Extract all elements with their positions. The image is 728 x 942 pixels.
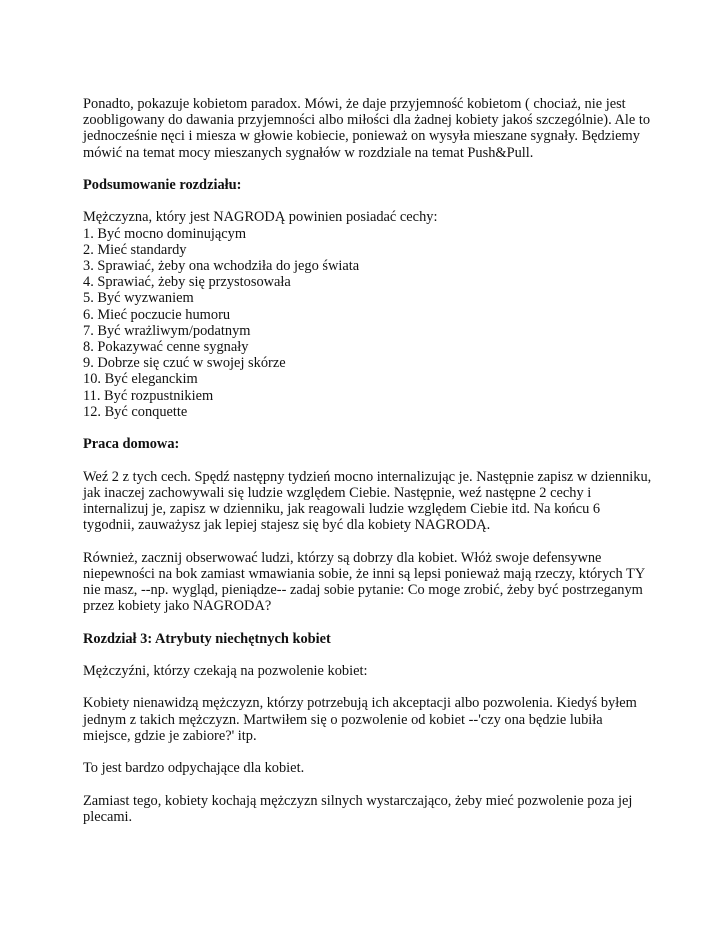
chapter-3-paragraph-2: To jest bardzo odpychające dla kobiet. xyxy=(83,760,305,777)
homework-paragraph-2: Również, zacznij obserwować ludzi, którzy są dobrzy dla kobiet. Włóż swoje defensywne niepewności na bok zamiast wmawiania sobie, że inni są lepsi ponieważ mają rzeczy, których TY nie masz, --np. wygląd, pieniądze-- zadaj sobie pytanie: Co moge zrobić, żeby być postrzeganym przez kobiety jako NAGRODA? xyxy=(83,549,645,615)
trait-item: 9. Dobrze się czuć w swojej skórze xyxy=(83,355,286,372)
trait-item: 1. Być mocno dominującym xyxy=(83,225,247,242)
homework-paragraph-1: Weź 2 z tych cech. Spędź następny tydzień mocno internalizując je. Następnie zapisz w dzienniku, jak inaczej zachowywali się ludzie względem Ciebie. Następnie, weź następne 2 cechy i internalizuj je, zapisz w dzienniku, jak reagowali ludzie względem Ciebie itd. Na końcu 6 tygodnii, zauważysz jak lepiej stajesz się być dla kobiety NAGRODĄ. xyxy=(83,468,652,534)
trait-item: 5. Być wyzwaniem xyxy=(83,290,194,307)
trait-item: 10. Być eleganckim xyxy=(83,371,198,388)
trait-item: 12. Być conquette xyxy=(83,403,188,420)
trait-item: 6. Mieć poczucie humoru xyxy=(83,306,231,323)
trait-item: 8. Pokazywać cenne sygnały xyxy=(83,339,249,356)
intro-paragraph: Ponadto, pokazuje kobietom paradox. Mówi, że daje przyjemność kobietom ( chociaż, nie jest zoobligowany do dawania przyjemności albo miłości dla żadnej kobiety jakoś szczególnie). Ale to jednocześnie nęci i miesza w głowie kobiecie, ponieważ on wysyła mieszane sygnały. Będziemy mówić na temat mocy mieszanych sygnałów w rozdziale na temat Push&Pull. xyxy=(83,96,651,161)
chapter-3-paragraph-3: Zamiast tego, kobiety kochają mężczyzn silnych wystarczająco, żeby mieć pozwolenie poza jej plecami. xyxy=(83,792,633,825)
trait-item: 3. Sprawiać, żeby ona wchodziła do jego świata xyxy=(83,258,360,274)
traits-list xyxy=(83,226,653,420)
homework-heading: Praca domowa: xyxy=(83,436,180,453)
summary-heading: Podsumowanie rozdziału: xyxy=(83,177,242,193)
trait-item: 7. Być wrażliwym/podatnym xyxy=(83,322,251,339)
chapter-3-paragraph-1: Kobiety nienawidzą mężczyzn, którzy potrzebują ich akceptacji albo pozwolenia. Kiedyś byłem jednym z takich mężczyzn. Martwiłem się o pozwolenie od kobiet --'czy ona będzie lubiła miejsce, gdzie je zabiore?' itp. xyxy=(83,695,637,744)
trait-item: 2. Mieć standardy xyxy=(83,241,187,258)
trait-item: 11. Być rozpustnikiem xyxy=(83,387,214,404)
traits-intro: Mężczyzna, który jest NAGRODĄ powinien posiadać cechy: xyxy=(83,209,438,226)
document-page xyxy=(83,96,653,841)
chapter-3-intro: Mężczyźni, którzy czekają na pozwolenie kobiet: xyxy=(83,663,368,679)
chapter-3-heading: Rozdział 3: Atrybuty niechętnych kobiet xyxy=(83,630,331,647)
trait-item: 4. Sprawiać, żeby się przystosowała xyxy=(83,274,291,291)
traits-section xyxy=(83,209,653,420)
